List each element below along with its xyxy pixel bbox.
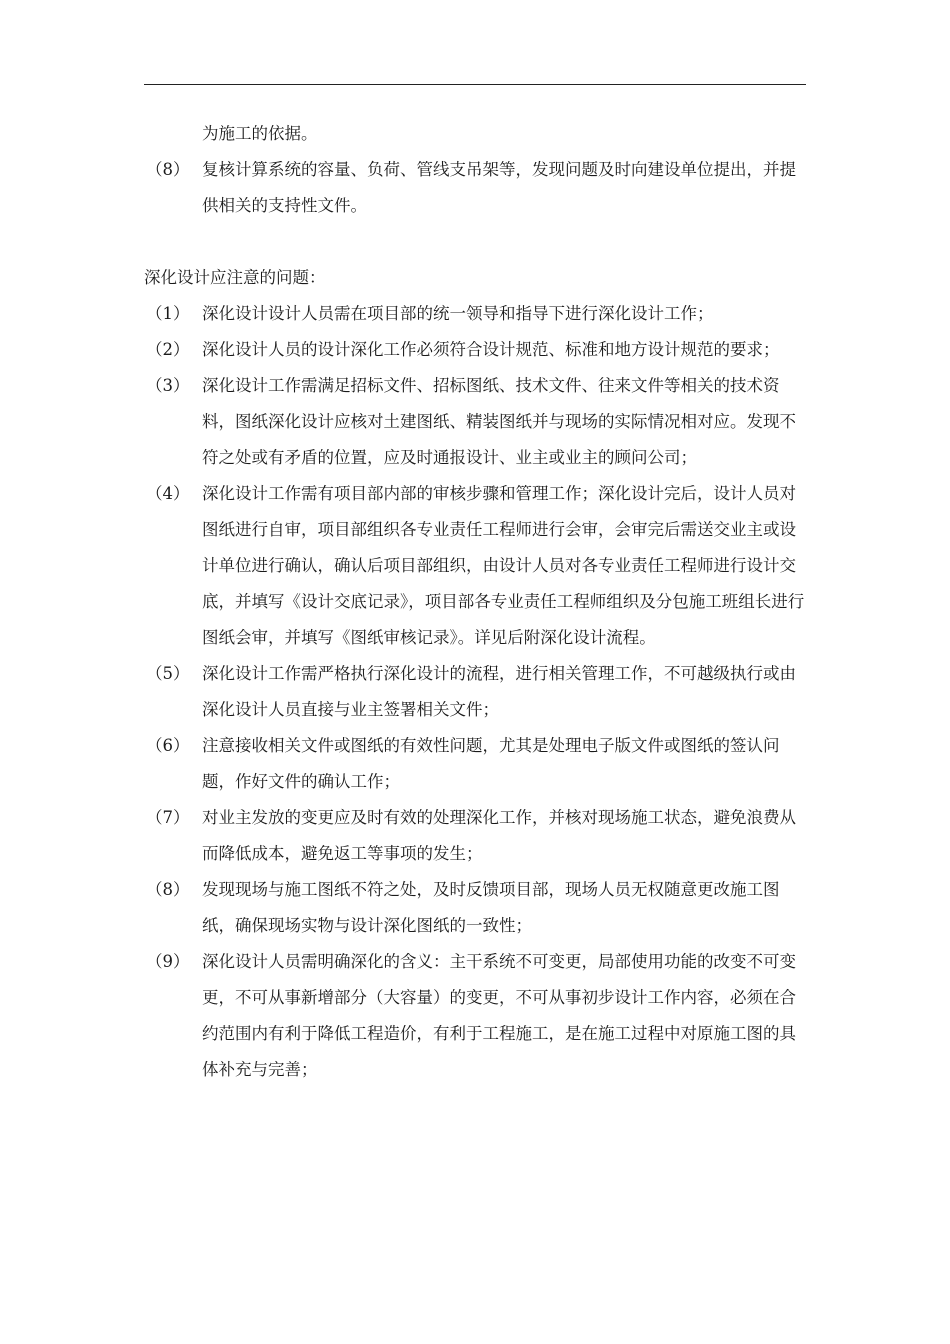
- continuation-text: 为施工的依据。: [202, 124, 318, 143]
- spacer: [144, 224, 806, 260]
- item-number: （9）: [146, 952, 190, 971]
- item-text: 注意接收相关文件或图纸的有效性问题，尤其是处理电子版文件或图纸的签认问题，作好文件的确认工作；: [202, 736, 780, 791]
- item-number: （8）: [146, 880, 190, 899]
- item-text: 深化设计人员需明确深化的含义：主干系统不可变更，局部使用功能的改变不可变更，不可从事新增部分（大容量）的变更，不可从事初步设计工作内容，必须在合约范围内有利于降低工程造价，有利于工程施工，是在施工过程中对原施工图的具体补充与完善；: [202, 952, 796, 1079]
- item-text: 深化设计设计人员需在项目部的统一领导和指导下进行深化设计工作；: [202, 304, 714, 323]
- item-text: 复核计算系统的容量、负荷、管线支吊架等，发现问题及时向建设单位提出，并提供相关的支持性文件。: [202, 160, 796, 215]
- list-item: [144, 944, 806, 1088]
- list-item: [144, 152, 806, 224]
- issues-list: [144, 296, 806, 1088]
- list-item: [144, 728, 806, 800]
- list-item: [144, 656, 806, 728]
- item-number: （8）: [146, 160, 190, 179]
- item-number: （5）: [146, 664, 190, 683]
- item-number: （7）: [146, 808, 190, 827]
- item-number: （1）: [146, 304, 190, 323]
- list-item: [144, 296, 806, 332]
- item-text: 深化设计人员的设计深化工作必须符合设计规范、标准和地方设计规范的要求；: [202, 340, 780, 359]
- item-number: （2）: [146, 340, 190, 359]
- item-text: 深化设计工作需有项目部内部的审核步骤和管理工作；深化设计完后，设计人员对图纸进行自审，项目部组织各专业责任工程师进行会审，会审完后需送交业主或设计单位进行确认，确认后项目部组织，由设计人员对各专业责任工程师进行设计交底，并填写《设计交底记录》，项目部各专业责任工程师组织及分包施工班组长进行图纸会审，并填写《图纸审核记录》。详见后附深化设计流程。: [202, 484, 805, 647]
- item-number: （4）: [146, 484, 190, 503]
- list-item: [144, 332, 806, 368]
- list-item: [144, 800, 806, 872]
- list-item: [144, 872, 806, 944]
- section-heading: 深化设计应注意的问题：: [144, 268, 326, 287]
- item-number: （3）: [146, 376, 190, 395]
- document-body: [144, 116, 806, 1088]
- item-text: 发现现场与施工图纸不符之处，及时反馈项目部，现场人员无权随意更改施工图纸，确保现场实物与设计深化图纸的一致性；: [202, 880, 780, 935]
- header-rule: [144, 84, 806, 85]
- list-item: [144, 476, 806, 656]
- list-item: [144, 368, 806, 476]
- item-number: （6）: [146, 736, 190, 755]
- item-text: 深化设计工作需满足招标文件、招标图纸、技术文件、往来文件等相关的技术资料，图纸深化设计应核对土建图纸、精装图纸并与现场的实际情况相对应。发现不符之处或有矛盾的位置，应及时通报设计、业主或业主的顾问公司；: [202, 376, 796, 467]
- item-text: 对业主发放的变更应及时有效的处理深化工作，并核对现场施工状态，避免浪费从而降低成本，避免返工等事项的发生；: [202, 808, 796, 863]
- item-text: 深化设计工作需严格执行深化设计的流程，进行相关管理工作，不可越级执行或由深化设计人员直接与业主签署相关文件；: [202, 664, 796, 719]
